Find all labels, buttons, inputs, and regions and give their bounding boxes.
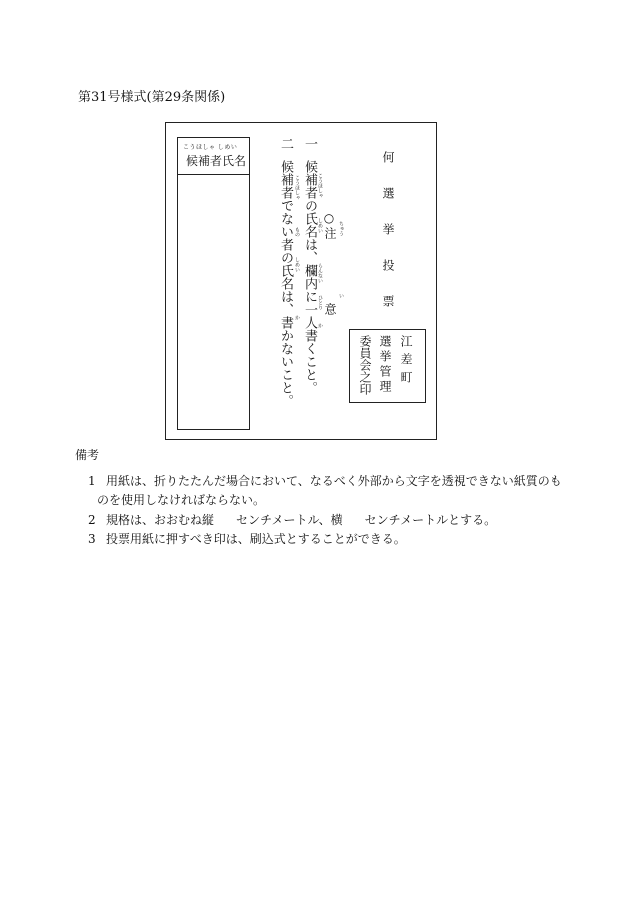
seal-col-2: 選挙管理	[378, 335, 392, 395]
rule-1-text-b: 欄内に一人書くこと。	[302, 264, 317, 394]
note-3	[88, 530, 406, 547]
note-3-number: 3	[88, 532, 96, 546]
rule-2-ruby-kaku: か	[294, 315, 300, 320]
caution-ruby-i: い	[338, 293, 344, 298]
note-1	[88, 472, 562, 489]
candidate-name-header	[178, 138, 249, 175]
rule-1-text-a: 候補者の氏名は、	[302, 160, 317, 264]
rule-2-lead: 二	[278, 137, 293, 150]
ballot-title: 何選挙投票	[381, 151, 395, 331]
ballot-form	[165, 122, 437, 440]
note-2-number: 2	[88, 513, 96, 527]
caution-ruby-chu: ちゅう	[338, 221, 344, 236]
seal-col-1: 江差町	[399, 335, 413, 389]
note-2	[88, 511, 496, 528]
note-1-line2: のを使用しなければならない。	[97, 493, 266, 507]
rule-1-lead: 一	[302, 137, 317, 150]
rule-2-ruby-shimei: しめい	[294, 257, 300, 272]
election-commission-seal	[349, 329, 426, 403]
rule-1-ruby-kouhosha: こうほしゃ	[317, 173, 323, 198]
note-1-number: 1	[88, 474, 96, 488]
caution-circle: ○	[322, 211, 336, 225]
rule-1-ruby-shimei: しめい	[317, 218, 323, 233]
rule-1-ruby-kaku: か	[317, 323, 323, 328]
note-3-line1: 投票用紙に押すべき印は、刷込式とすることができる。	[106, 532, 406, 546]
rule-2-ruby-mono: もの	[294, 227, 300, 237]
rule-2	[279, 137, 292, 407]
rule-2-ruby-kouhosha: こうほしゃ	[294, 175, 300, 200]
rule-1	[303, 137, 316, 394]
note-1-line1: 用紙は、折りたたんだ場合において、なるべく外部から文字を透視できない紙質のも	[106, 474, 562, 488]
rule-1-ruby-rannai: らんない	[317, 263, 323, 283]
note-2-part-b: センチメートル、横	[236, 513, 343, 527]
rule-1-ruby-hitori: ひとり	[317, 295, 323, 310]
rule-2-text: 候補者でない者の氏名は、書かないこと。	[278, 160, 293, 407]
caution-i: 意	[323, 303, 337, 315]
candidate-name-label: 候補者氏名	[186, 154, 247, 168]
candidate-name-writing-area[interactable]	[178, 175, 249, 430]
candidate-name-ruby: こうほしゃ しめい	[183, 144, 238, 151]
candidate-name-box	[177, 137, 250, 430]
note-2-part-c: センチメートルとする。	[364, 513, 497, 527]
notes-heading: 備考	[75, 448, 100, 462]
caution-chu: 注	[323, 227, 337, 239]
note-2-part-a: 規格は、おおむね縦	[106, 513, 215, 527]
document-title: 第31号様式(第29条関係)	[78, 90, 226, 105]
seal-col-3: 委員会之印	[358, 335, 372, 395]
